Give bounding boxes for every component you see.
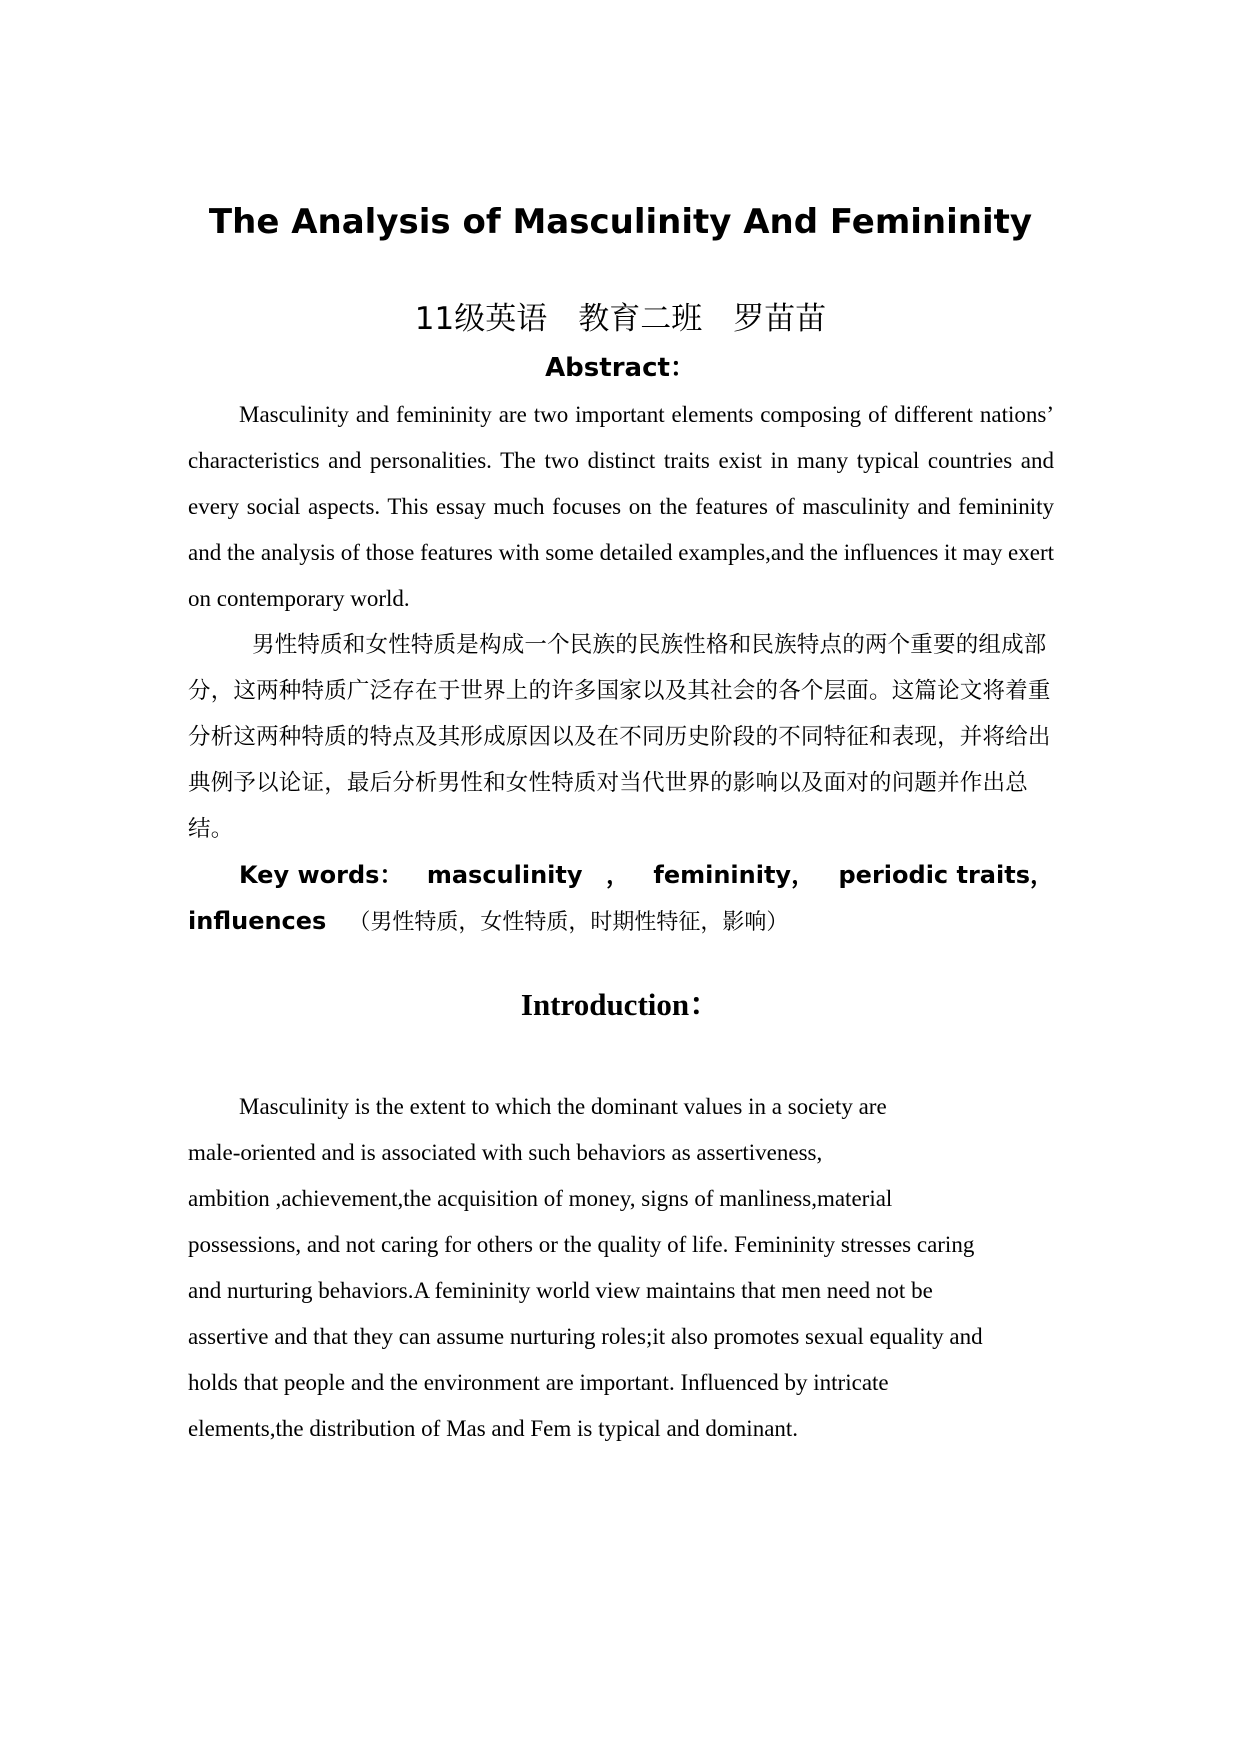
document-title: The Analysis of Masculinity And Femininity [208,202,1033,242]
keywords-translation: （男性特质，女性特质，时期性特征，影响） [348,910,789,935]
keywords-label: Key words： [239,861,404,889]
intro-line: holds that people and the environment are important. Influenced by intricate [188,1370,889,1395]
introduction-text [188,1084,1078,1452]
keyword-periodic-traits: periodic traits， [838,861,1054,889]
keyword-femininity: femininity， [653,861,816,889]
intro-line: elements,the distribution of Mas and Fem is typical and dominant. [188,1416,799,1441]
abstract-chinese: 男性特质和女性特质是构成一个民族的民族性格和民族特点的两个重要的组成部分，这两种特质广泛存在于世界上的许多国家以及其社会的各个层面。这篇论文将着重分析这两种特质的特点及其形成原因以及在不同历史阶段的不同特征和表现，并将给出典例予以论证，最后分析男性和女性特质对当代世界的影响以及面对的问题并作出总结。 [188,632,1051,842]
abstract-english: Masculinity and femininity are two important elements composing of different nations’ characteristics and personalities. The two distinct traits exist in many typical countries and every social aspects. This essay much focuses on the features of masculinity and femininity and the analysis of those features with some detailed examples,and the influences it may exert on contemporary world. [188,402,1054,611]
intro-line: male-oriented and is associated with such behaviors as assertiveness, [188,1140,823,1165]
keyword-masculinity: masculinity [426,861,583,889]
intro-line: ambition ,achievement,the acquisition of money, signs of manliness,material [188,1186,893,1211]
intro-line: possessions, and not caring for others or the quality of life. Femininity stresses caring [188,1232,975,1257]
keywords-line-2 [188,898,1054,946]
introduction-heading: Introduction： [520,987,721,1022]
intro-line: assertive and that they can assume nurturing roles;it also promotes sexual equality and [188,1324,983,1349]
keywords-line [188,852,1054,898]
keyword-separator: ， [605,861,630,889]
author-line: 11级英语 教育二班 罗苗苗 [414,301,827,337]
intro-line: and nurturing behaviors.A femininity world view maintains that men need not be [188,1278,933,1303]
abstract-heading: Abstract： [545,353,696,383]
intro-line: Masculinity is the extent to which the dominant values in a society are [239,1094,887,1119]
keyword-influences: influences [188,907,327,935]
keywords-block [188,852,1054,946]
